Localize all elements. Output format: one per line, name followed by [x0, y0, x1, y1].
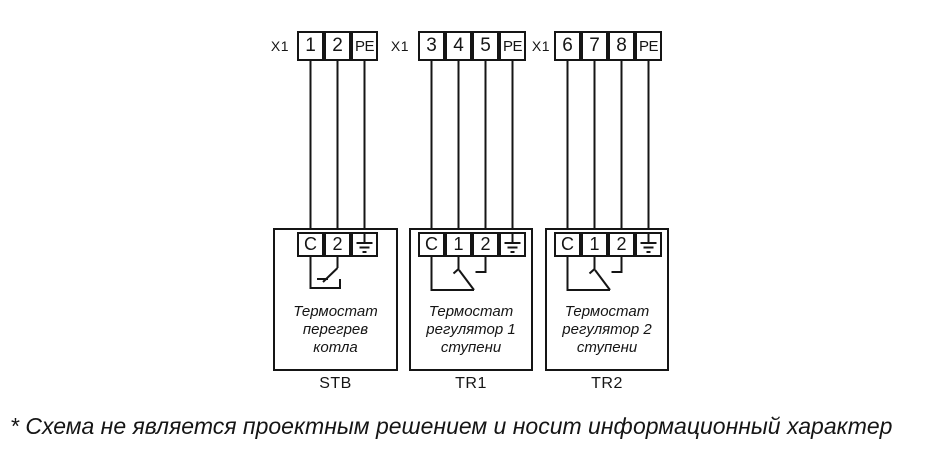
device-label — [411, 303, 531, 357]
device-label-line: регулятор 1 — [426, 321, 516, 338]
device-terminal-strip — [297, 232, 378, 257]
device-label-line: котла — [313, 339, 358, 356]
device-terminal-cell: C — [418, 232, 445, 257]
thermostat-switch-symbol — [554, 257, 664, 293]
device-terminal-cell: C — [554, 232, 581, 257]
terminal-cell: 5 — [472, 31, 499, 61]
device-label-line: ступени — [440, 339, 502, 356]
connector-label-x1: X1 — [270, 38, 289, 54]
terminal-block-x1-group3 — [554, 31, 662, 61]
device-label-line: ступени — [576, 339, 638, 356]
device-label — [547, 303, 667, 357]
device-label-line: перегрев — [302, 321, 369, 338]
terminal-cell-pe: PE — [499, 31, 526, 61]
device-label-line: регулятор 2 — [562, 321, 652, 338]
device-box-stb — [273, 228, 398, 371]
earth-ground-icon — [637, 234, 660, 255]
device-terminal-cell: 1 — [445, 232, 472, 257]
device-terminal-cell: 2 — [608, 232, 635, 257]
device-terminal-cell: C — [297, 232, 324, 257]
device-box-tr1 — [409, 228, 533, 371]
connector-label-x1: X1 — [531, 38, 550, 54]
device-terminal-cell: 2 — [324, 232, 351, 257]
terminal-block-x1-group2 — [418, 31, 526, 61]
device-ref-tr2: TR2 — [591, 375, 623, 392]
device-label-line: Термостат — [293, 303, 378, 320]
terminal-cell: 1 — [297, 31, 324, 61]
terminal-cell: 4 — [445, 31, 472, 61]
device-ref-stb: STB — [319, 375, 352, 392]
terminal-cell: 7 — [581, 31, 608, 61]
device-terminal-strip — [554, 232, 662, 257]
thermostat-switch-symbol — [418, 257, 528, 293]
device-terminal-cell: 1 — [581, 232, 608, 257]
thermostat-switch-symbol — [297, 257, 382, 293]
terminal-cell: 8 — [608, 31, 635, 61]
device-label — [275, 303, 396, 357]
device-terminal-strip — [418, 232, 526, 257]
device-terminal-cell-ground — [635, 232, 662, 257]
earth-ground-icon — [353, 234, 376, 255]
terminal-cell-pe: PE — [635, 31, 662, 61]
device-terminal-cell-ground — [499, 232, 526, 257]
terminal-cell: 2 — [324, 31, 351, 61]
terminal-cell: 3 — [418, 31, 445, 61]
terminal-block-x1-group1 — [297, 31, 378, 61]
terminal-cell: 6 — [554, 31, 581, 61]
earth-ground-icon — [501, 234, 524, 255]
connector-label-x1: X1 — [390, 38, 409, 54]
device-label-line: Термостат — [428, 303, 514, 320]
device-terminal-cell-ground — [351, 232, 378, 257]
disclaimer-footnote: * Схема не является проектным решением и носит информационный характер — [10, 413, 893, 439]
device-label-line: Термостат — [564, 303, 650, 320]
device-terminal-cell: 2 — [472, 232, 499, 257]
device-ref-tr1: TR1 — [455, 375, 487, 392]
device-box-tr2 — [545, 228, 669, 371]
terminal-cell-pe: PE — [351, 31, 378, 61]
